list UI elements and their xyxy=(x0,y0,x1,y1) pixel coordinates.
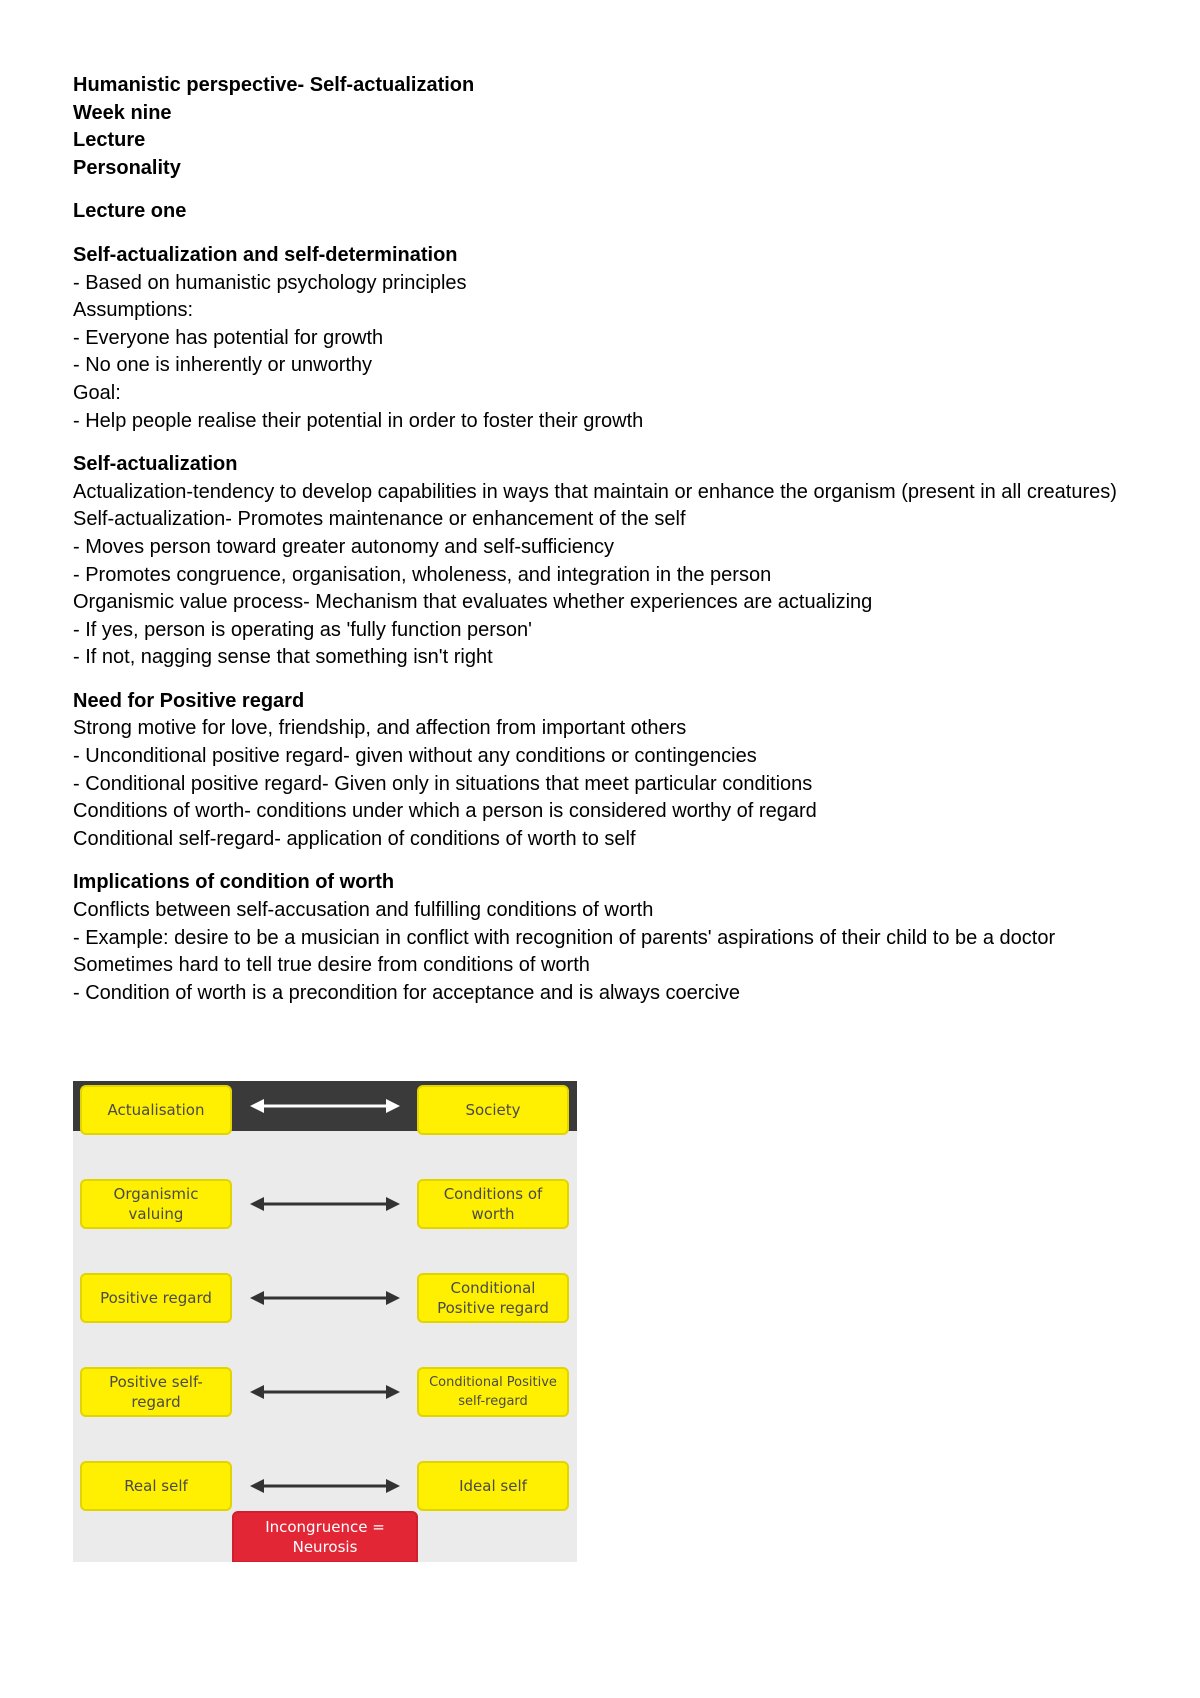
section-line: - Based on humanistic psychology principles xyxy=(73,271,467,294)
section-line: - Conditional positive regard- Given only in situations that meet particular conditions xyxy=(73,772,813,795)
conditions-of-worth-diagram xyxy=(73,1081,577,1562)
section-line: Self-actualization- Promotes maintenance or enhancement of the self xyxy=(73,508,686,531)
section-line: Strong motive for love, friendship, and affection from important others xyxy=(73,717,687,740)
node-actualisation: Actualisation xyxy=(80,1085,232,1135)
node-positive-regard: Positive regard xyxy=(80,1273,232,1323)
node-positive-self-regard: Positive self-regard xyxy=(80,1367,232,1417)
section-line: - Promotes congruence, organisation, wholeness, and integration in the person xyxy=(73,563,772,586)
node-incongruence-neurosis: Incongruence = Neurosis xyxy=(232,1511,418,1562)
section-line: Conditions of worth- conditions under which a person is considered worthy of regard xyxy=(73,800,817,823)
section-self-actualization xyxy=(73,451,1153,672)
double-arrow-icon xyxy=(248,1476,402,1496)
section-line: Organismic value process- Mechanism that evaluates whether experiences are actualizing xyxy=(73,591,873,614)
lecture-label: Lecture one xyxy=(73,200,187,223)
node-conditional-positive-regard: Conditional Positive regard xyxy=(417,1273,569,1323)
section-line: - Unconditional positive regard- given without any conditions or contingencies xyxy=(73,745,757,768)
section-line: Sometimes hard to tell true desire from conditions of worth xyxy=(73,954,590,977)
section-line: Assumptions: xyxy=(73,299,194,322)
section-line: - Condition of worth is a precondition for acceptance and is always coercive xyxy=(73,981,741,1004)
node-ideal-self: Ideal self xyxy=(417,1461,569,1511)
section-heading: Self-actualization xyxy=(73,453,238,476)
double-arrow-icon xyxy=(248,1382,402,1402)
section-positive-regard xyxy=(73,688,1153,854)
section-line: - If yes, person is operating as 'fully function person' xyxy=(73,618,532,641)
section-heading: Need for Positive regard xyxy=(73,689,305,712)
node-organismic-valuing: Organismic valuing xyxy=(80,1179,232,1229)
node-real-self: Real self xyxy=(80,1461,232,1511)
section-line: Conditional self-regard- application of conditions of worth to self xyxy=(73,827,636,850)
course-label: Personality xyxy=(73,156,181,179)
section-heading: Implications of condition of worth xyxy=(73,871,395,894)
section-conditions-of-worth xyxy=(73,869,1153,1007)
double-arrow-icon xyxy=(248,1096,402,1116)
node-conditional-positive-self-regard: Conditional Positive self-regard xyxy=(417,1367,569,1417)
node-conditions-of-worth: Conditions of worth xyxy=(417,1179,569,1229)
double-arrow-icon xyxy=(248,1288,402,1308)
node-society: Society xyxy=(417,1085,569,1135)
week-label: Week nine xyxy=(73,101,172,124)
section-self-determination xyxy=(73,242,1153,435)
section-line: - No one is inherently or unworthy xyxy=(73,354,373,377)
section-line: - If not, nagging sense that something isn't right xyxy=(73,646,493,669)
document-body xyxy=(73,72,1153,1007)
section-line: Goal: xyxy=(73,381,121,404)
section-line: - Everyone has potential for growth xyxy=(73,326,384,349)
section-line: - Help people realise their potential in order to foster their growth xyxy=(73,409,644,432)
double-arrow-icon xyxy=(248,1194,402,1214)
section-heading: Self-actualization and self-determination xyxy=(73,243,458,266)
section-line: Conflicts between self-accusation and fulfilling conditions of worth xyxy=(73,899,654,922)
section-line: - Example: desire to be a musician in conflict with recognition of parents' aspirations of their child to be a doctor xyxy=(73,926,1056,949)
type-label: Lecture xyxy=(73,129,146,152)
section-line: - Moves person toward greater autonomy and self-sufficiency xyxy=(73,535,615,558)
document-title: Humanistic perspective- Self-actualization xyxy=(73,74,475,96)
section-line: Actualization-tendency to develop capabilities in ways that maintain or enhance the organism (present in all creatures) xyxy=(73,480,1117,503)
